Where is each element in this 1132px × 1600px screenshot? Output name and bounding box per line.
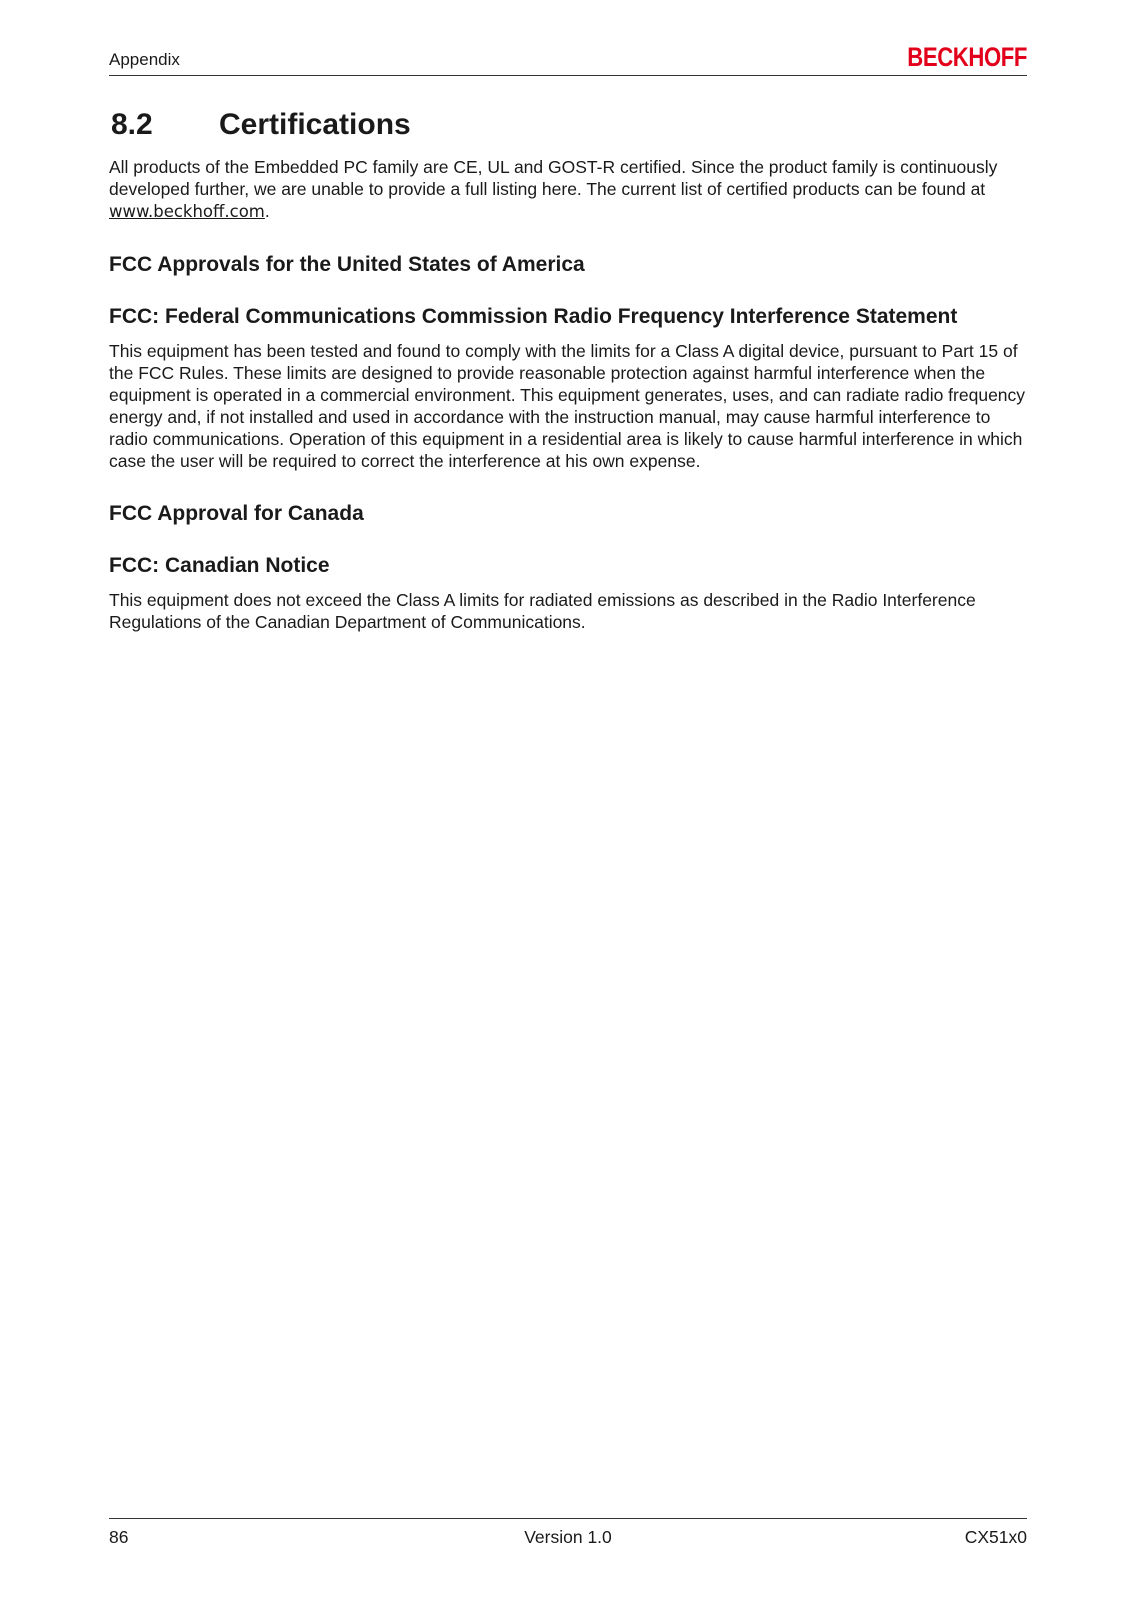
page-footer	[109, 1518, 1027, 1550]
page-number: 86	[109, 1527, 129, 1547]
page-header	[109, 42, 1027, 76]
intro-end: .	[264, 201, 270, 221]
document-version: Version 1.0	[524, 1527, 612, 1547]
intro-paragraph	[109, 156, 1027, 223]
intro-text: All products of the Embedded PC family are CE, UL and GOST-R certified. Since the product family is continuously developed further, we are unable to provide a full listing here. The current list of certified products can be found at	[109, 157, 998, 199]
section-number: 8.2	[111, 108, 153, 141]
page-content	[109, 108, 1027, 633]
fcc-us-paragraph: This equipment has been tested and found to comply with the limits for a Class A digital device, pursuant to Part 15 of the FCC Rules. These limits are designed to provide reasonable protection against harmful interference when the equipment is operated in a commercial environment. This equipment generates, uses, and can radiate radio frequency energy and, if not installed and used in accordance with the instruction manual, may cause harmful interference to radio communications. Operation of this equipment in a residential area is likely to cause harmful interference in which case the user will be required to correct the interference at his own expense.	[109, 341, 1026, 471]
beckhoff-website-link[interactable]: www.beckhoff.com	[109, 202, 265, 221]
fcc-us-heading: FCC Approvals for the United States of America	[109, 253, 585, 276]
section-heading	[109, 108, 1027, 142]
fcc-canada-paragraph: This equipment does not exceed the Class A limits for radiated emissions as described in the Radio Interference Regulations of the Canadian Department of Communications.	[109, 590, 976, 632]
fcc-us-subheading: FCC: Federal Communications Commission Radio Frequency Interference Statement	[109, 305, 958, 328]
beckhoff-logo: BECKHOFF	[907, 42, 1027, 72]
fcc-canada-subheading: FCC: Canadian Notice	[109, 554, 330, 577]
section-title: Certifications	[219, 108, 411, 141]
header-section-title: Appendix	[109, 50, 180, 69]
fcc-canada-heading: FCC Approval for Canada	[109, 502, 364, 525]
product-name: CX51x0	[964, 1527, 1027, 1547]
